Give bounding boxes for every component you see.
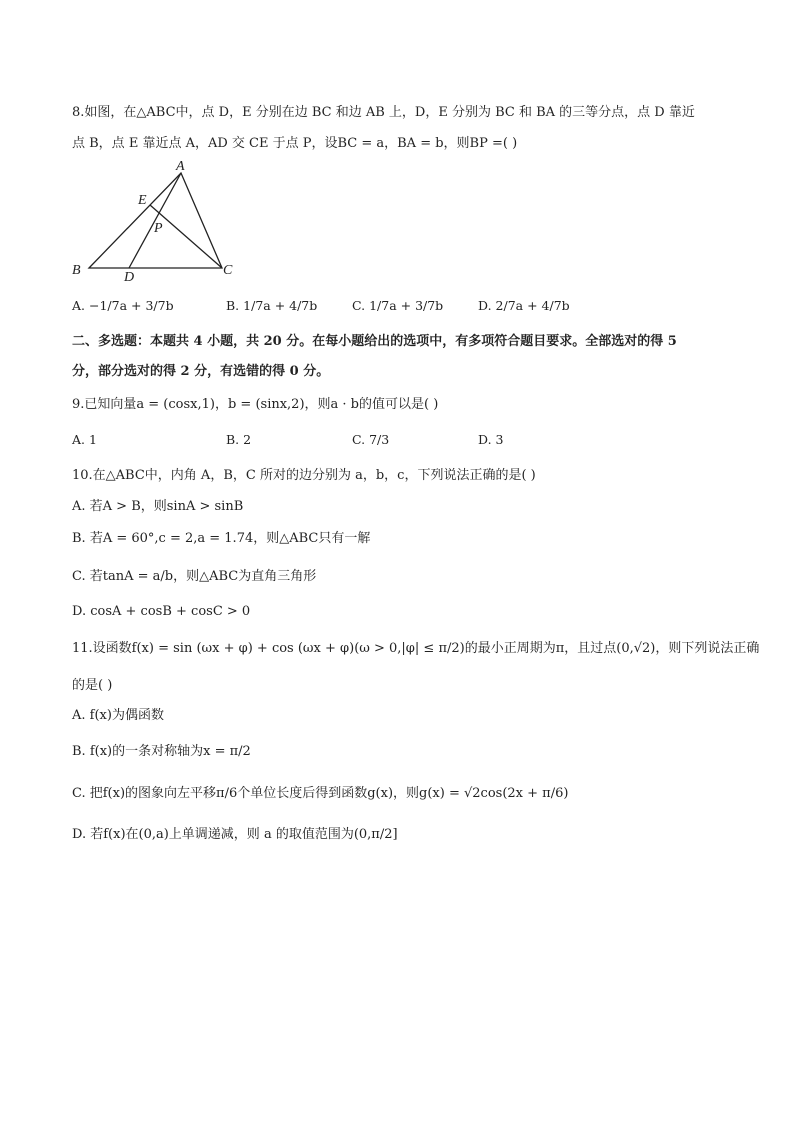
q8-stem-line2: 点 B，点 E 靠近点 A，AD 交 CE 于点 P，设BC = a，BA = b，则BP =( )	[72, 136, 518, 151]
label-c: C	[223, 263, 233, 278]
q11-option-b: B. f(x)的一条对称轴为x = π/2	[72, 744, 251, 759]
q10-option-d: D. cosA + cosB + cosC > 0	[72, 604, 251, 619]
q8-option-b: B. 1/7a + 4/7b	[226, 298, 318, 313]
q10-option-b: B. 若A = 60°,c = 2,a = 1.74，则△ABC只有一解	[72, 531, 371, 546]
q11-option-a: A. f(x)为偶函数	[72, 708, 164, 723]
q9-option-c: C. 7/3	[352, 432, 390, 447]
q9-option-a: A. 1	[72, 432, 97, 447]
label-a: A	[176, 159, 185, 174]
q10-stem: 10.在△ABC中，内角 A，B，C 所对的边分别为 a，b，c，下列说法正确的是( )	[72, 468, 536, 483]
q9-option-b: B. 2	[226, 432, 252, 447]
section2-instructions-line2: 分，部分选对的得 2 分，有选错的得 0 分。	[72, 364, 330, 379]
q11-stem-line1: 11.设函数f(x) = sin (ωx + φ) + cos (ωx + φ)(ω > 0,|φ| ≤ π/2)的最小正周期为π，且过点(0,√2)，则下列说法正确	[72, 641, 760, 656]
q8-option-a: A. −1/7a + 3/7b	[72, 298, 174, 313]
q9-option-d: D. 3	[478, 432, 504, 447]
label-d: D	[124, 270, 135, 284]
label-b: B	[72, 263, 81, 278]
q8-option-c: C. 1/7a + 3/7b	[352, 298, 444, 313]
q10-option-a: A. 若A > B，则sinA > sinB	[72, 499, 244, 514]
q8-stem-line1: 8.如图，在△ABC中，点 D，E 分别在边 BC 和边 AB 上，D，E 分别为 BC 和 BA 的三等分点，点 D 靠近	[72, 105, 695, 120]
q11-option-c: C. 把f(x)的图象向左平移π/6个单位长度后得到函数g(x)，则g(x) = √2cos(2x + π/6)	[72, 786, 569, 801]
q10-option-c: C. 若tanA = a/b，则△ABC为直角三角形	[72, 569, 317, 584]
q8-option-d: D. 2/7a + 4/7b	[478, 298, 570, 313]
section2-instructions-line1: 二、多选题：本题共 4 小题，共 20 分。在每小题给出的选项中，有多项符合题目要求。全部选对的得 5	[72, 334, 677, 349]
label-e: E	[138, 193, 147, 208]
q11-option-d: D. 若f(x)在(0,a)上单调递减，则 a 的取值范围为(0,π/2]	[72, 827, 398, 842]
q9-stem: 9.已知向量a = (cosx,1)，b = (sinx,2)，则a · b的值可以是( )	[72, 397, 439, 412]
label-p: P	[154, 221, 163, 236]
triangle-figure	[64, 156, 254, 284]
q11-stem-line2: 的是( )	[72, 678, 113, 693]
segment-ce	[150, 205, 222, 268]
